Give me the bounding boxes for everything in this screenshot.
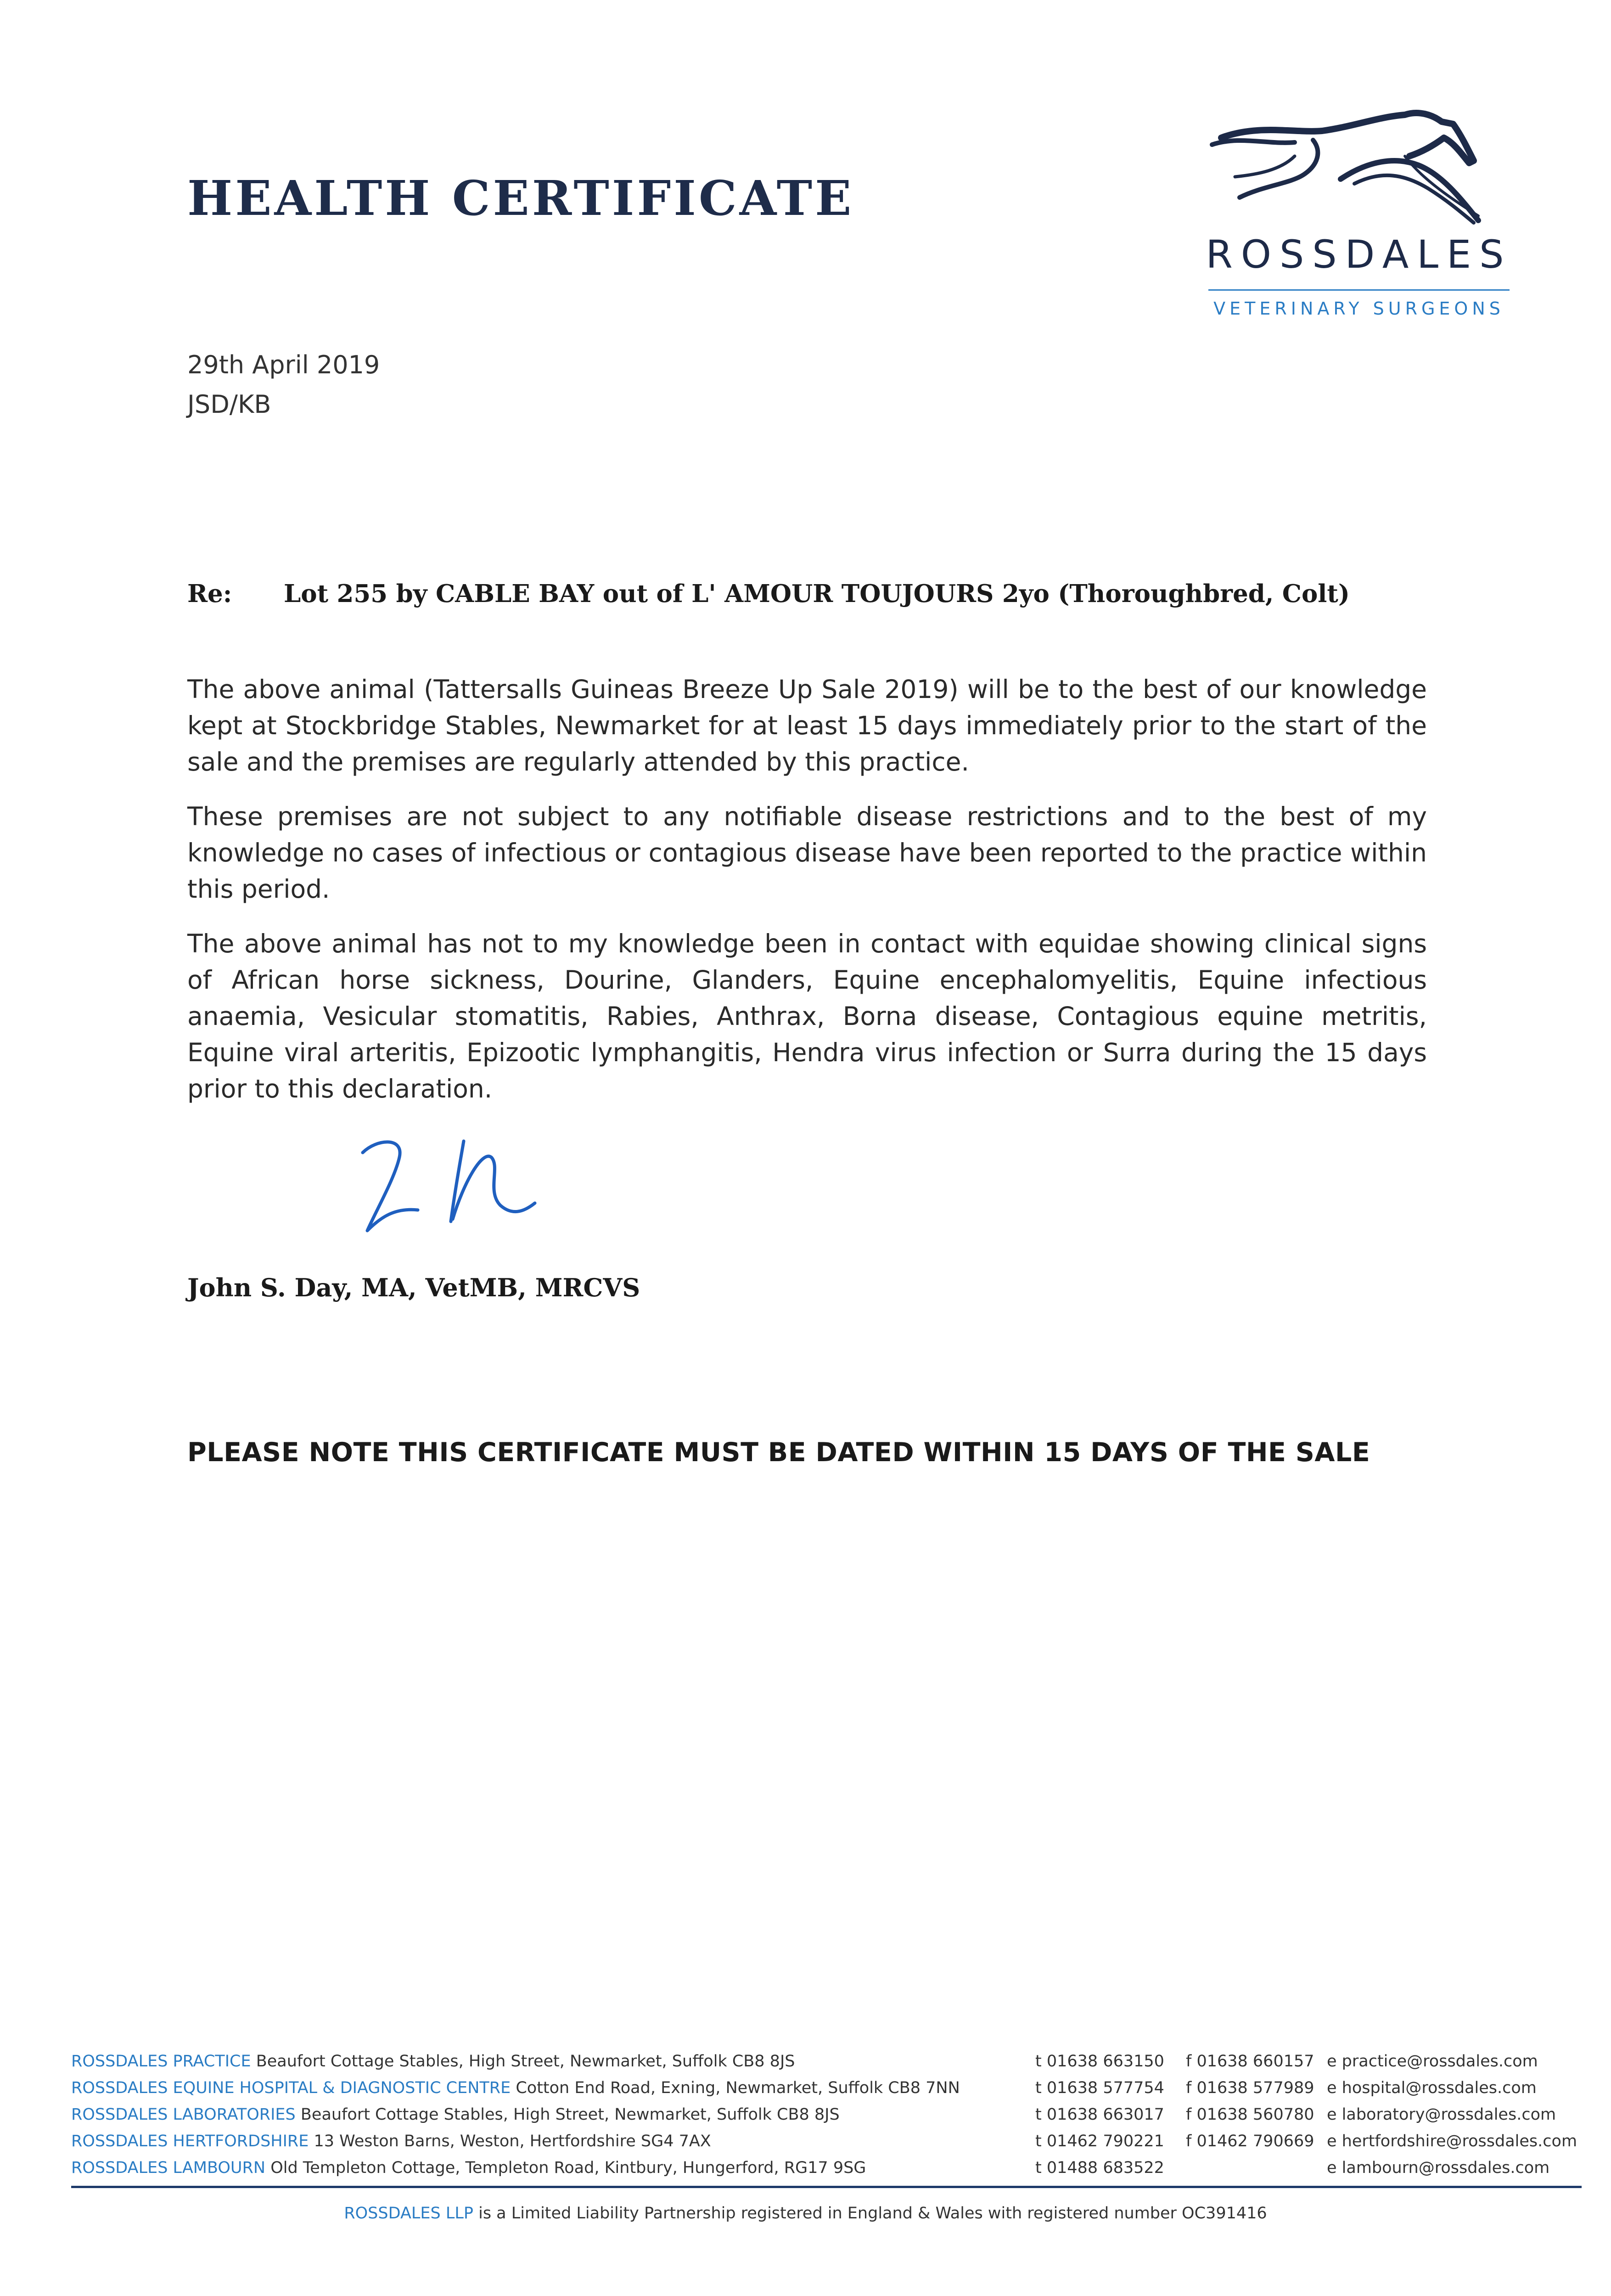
- office-email: e lambourn@rossdales.com: [1327, 2159, 1550, 2177]
- office-address: Beaufort Cottage Stables, High Street, Newmarket, Suffolk CB8 8JS: [300, 2105, 840, 2124]
- office-name: ROSSDALES HERTFORDSHIRE: [71, 2132, 309, 2150]
- office-email: e hertfordshire@rossdales.com: [1327, 2132, 1577, 2150]
- office-address: Cotton End Road, Exning, Newmarket, Suffolk CB8 7NN: [516, 2079, 960, 2097]
- office-email: e laboratory@rossdales.com: [1327, 2105, 1556, 2124]
- office-fax: f 01638 577989: [1186, 2079, 1314, 2097]
- footer-office-row: [71, 2075, 1582, 2101]
- subject-label: Re:: [187, 580, 232, 608]
- office-address: Old Templeton Cottage, Templeton Road, Kintbury, Hungerford, RG17 9SG: [270, 2159, 866, 2177]
- office-name: ROSSDALES LABORATORIES: [71, 2105, 296, 2124]
- office-telephone: t 01638 663017: [1035, 2105, 1164, 2124]
- body-paragraph: The above animal (Tattersalls Guineas Breeze Up Sale 2019) will be to the best of our knowledge kept at Stockbridge Stables, Newmarket for at least 15 days immediately prior to the start of the sale and the premises are regularly attended by this practice.: [187, 675, 1427, 777]
- letter-reference: JSD/KB: [187, 390, 271, 419]
- certificate-body: [187, 671, 1427, 1125]
- office-name: ROSSDALES EQUINE HOSPITAL & DIAGNOSTIC CENTRE: [71, 2079, 511, 2097]
- legal-entity-name: ROSSDALES LLP: [344, 2204, 473, 2223]
- office-fax: f 01462 790669: [1186, 2132, 1314, 2150]
- footer-offices: [71, 2048, 1582, 2181]
- logo-divider: [1208, 289, 1510, 291]
- document-title: HEALTH CERTIFICATE: [187, 170, 854, 226]
- letter-meta: [187, 345, 380, 424]
- office-telephone: t 01462 790221: [1035, 2132, 1164, 2150]
- office-telephone: t 01638 663150: [1035, 2052, 1164, 2071]
- body-paragraph: These premises are not subject to any notifiable disease restrictions and to the best of my knowledge no cases of infectious or contagious disease have been reported to the practice within this period.: [187, 802, 1427, 904]
- logo-wordmark: ROSSDALES: [1206, 232, 1512, 277]
- footer-office-row: [71, 2128, 1582, 2155]
- subject-line: [187, 580, 1350, 608]
- logo-subtitle: VETERINARY SURGEONS: [1213, 298, 1504, 319]
- footer-divider: [71, 2186, 1582, 2188]
- rossdales-logo: [1203, 106, 1515, 326]
- office-telephone: t 01488 683522: [1035, 2159, 1164, 2177]
- office-email: e practice@rossdales.com: [1327, 2052, 1538, 2071]
- sale-notice: PLEASE NOTE THIS CERTIFICATE MUST BE DATED WITHIN 15 DAYS OF THE SALE: [187, 1437, 1370, 1468]
- office-email: e hospital@rossdales.com: [1327, 2079, 1537, 2097]
- footer-legal-line: [0, 2204, 1611, 2223]
- office-address: 13 Weston Barns, Weston, Hertfordshire SG4 7AX: [314, 2132, 711, 2150]
- letter-date: 29th April 2019: [187, 350, 380, 379]
- handwritten-signature: [349, 1127, 569, 1249]
- footer-office-row: [71, 2048, 1582, 2075]
- office-fax: f 01638 660157: [1186, 2052, 1314, 2071]
- body-paragraph: The above animal has not to my knowledge been in contact with equidae showing clinical signs of African horse sickness, Dourine, Glanders, Equine encephalomyelitis, Equine infectious anaemia, Vesicular stomatitis, Rabies, Anthrax, Borna disease, Contagious equine metritis, Equine viral arteritis, Epizootic lymphangitis, Hendra virus infection or Surra during the 15 days prior to this declaration.: [187, 929, 1427, 1103]
- office-address: Beaufort Cottage Stables, High Street, Newmarket, Suffolk CB8 8JS: [256, 2052, 795, 2071]
- office-name: ROSSDALES LAMBOURN: [71, 2159, 266, 2177]
- footer-office-row: [71, 2155, 1582, 2181]
- legal-registration-text: is a Limited Liability Partnership registered in England & Wales with registered number OC391416: [478, 2204, 1267, 2223]
- office-fax: f 01638 560780: [1186, 2105, 1314, 2124]
- subject-text: Lot 255 by CABLE BAY out of L' AMOUR TOUJOURS 2yo (Thoroughbred, Colt): [284, 580, 1350, 608]
- footer-office-row: [71, 2101, 1582, 2128]
- galloping-horse-icon: [1203, 106, 1515, 234]
- office-name: ROSSDALES PRACTICE: [71, 2052, 251, 2071]
- signatory-name: John S. Day, MA, VetMB, MRCVS: [187, 1273, 640, 1302]
- office-telephone: t 01638 577754: [1035, 2079, 1164, 2097]
